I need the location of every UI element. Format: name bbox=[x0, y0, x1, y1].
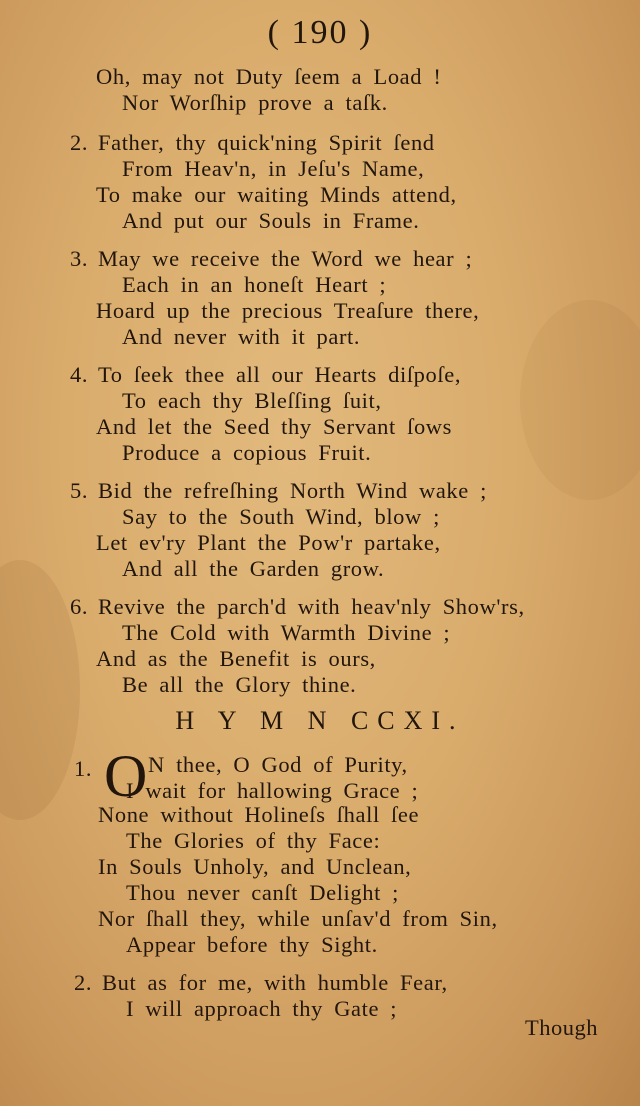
verse-text: Father, thy quick'ning Spirit ſend bbox=[98, 130, 435, 155]
verse-text: Thou never canſt Delight ; bbox=[126, 880, 400, 905]
verse-line bbox=[96, 414, 452, 440]
verse-text: Nor Worſhip prove a taſk. bbox=[122, 90, 388, 115]
verse-line bbox=[70, 362, 461, 388]
verse-number: 6. bbox=[70, 594, 89, 619]
verse-line bbox=[126, 880, 399, 906]
verse-line bbox=[148, 752, 408, 778]
verse-text: And as the Benefit is ours, bbox=[96, 646, 376, 671]
verse-number: 2. bbox=[70, 130, 89, 155]
verse-number: 2. bbox=[74, 970, 93, 995]
verse-text: Revive the parch'd with heav'nly Show'rs, bbox=[98, 594, 525, 619]
paper-stain bbox=[0, 560, 80, 820]
verse-line bbox=[96, 182, 457, 208]
verse-line bbox=[126, 996, 397, 1022]
verse-line bbox=[122, 156, 424, 182]
verse-line bbox=[70, 478, 487, 504]
verse-text: And put our Souls in Frame. bbox=[122, 208, 420, 233]
verse-line bbox=[74, 970, 448, 996]
verse-text: Produce a copious Fruit. bbox=[122, 440, 372, 465]
verse-line bbox=[122, 620, 450, 646]
verse-text: Let ev'ry Plant the Pow'r partake, bbox=[96, 530, 441, 555]
verse-text: Each in an honeſt Heart ; bbox=[122, 272, 387, 297]
verse-text: In Souls Unholy, and Unclean, bbox=[98, 854, 412, 879]
verse-number: 4. bbox=[70, 362, 89, 387]
verse-line bbox=[122, 90, 388, 116]
verse-number: 5. bbox=[70, 478, 89, 503]
verse-text: And never with it part. bbox=[122, 324, 361, 349]
verse-text: From Heav'n, in Jeſu's Name, bbox=[122, 156, 425, 181]
verse-text: I wait for hallowing Grace ; bbox=[126, 778, 419, 803]
paper-stain bbox=[520, 300, 640, 500]
verse-line bbox=[126, 778, 418, 804]
verse-line bbox=[122, 272, 386, 298]
verse-text: The Cold with Warmth Divine ; bbox=[122, 620, 451, 645]
verse-line bbox=[98, 854, 411, 880]
verse-text: To make our waiting Minds attend, bbox=[96, 182, 457, 207]
verse-text: None without Holineſs ſhall ſee bbox=[98, 802, 420, 827]
verse-text: N thee, O God of Purity, bbox=[148, 752, 408, 777]
verse-line bbox=[122, 556, 384, 582]
verse-line bbox=[122, 504, 440, 530]
verse-text: Say to the South Wind, blow ; bbox=[122, 504, 440, 529]
verse-line bbox=[122, 672, 356, 698]
verse-text: Be all the Glory thine. bbox=[122, 672, 357, 697]
verse-text: And let the Seed thy Servant ſows bbox=[96, 414, 452, 439]
verse-text: But as for me, with humble Fear, bbox=[102, 970, 448, 995]
verse-line bbox=[126, 828, 380, 854]
verse-line bbox=[122, 440, 371, 466]
verse-line bbox=[122, 324, 360, 350]
verse-text: Appear before thy Sight. bbox=[126, 932, 378, 957]
catchword: Though bbox=[525, 1015, 598, 1040]
verse-text: May we receive the Word we hear ; bbox=[98, 246, 473, 271]
verse-line bbox=[70, 594, 525, 620]
verse-number: 1. bbox=[74, 756, 93, 781]
verse-line bbox=[122, 208, 419, 234]
verse-line bbox=[96, 64, 441, 90]
hymn-title: H Y M N CCXI. bbox=[175, 706, 465, 735]
verse-text: And all the Garden grow. bbox=[122, 556, 385, 581]
verse-text: The Glories of thy Face: bbox=[126, 828, 381, 853]
verse-line bbox=[122, 388, 382, 414]
verse-line bbox=[96, 298, 479, 324]
verse-text: Oh, may not Duty ſeem a Load ! bbox=[96, 64, 442, 89]
verse-text: To each thy Bleſſing ſuit, bbox=[122, 388, 382, 413]
verse-line bbox=[96, 530, 441, 556]
verse-line bbox=[98, 802, 419, 828]
verse-line bbox=[96, 646, 376, 672]
drop-cap: O bbox=[104, 743, 148, 809]
verse-text: To ſeek thee all our Hearts diſpoſe, bbox=[98, 362, 462, 387]
verse-text: Bid the refreſhing North Wind wake ; bbox=[98, 478, 487, 503]
verse-number: 3. bbox=[70, 246, 89, 271]
verse-text: I will approach thy Gate ; bbox=[126, 996, 398, 1021]
verse-line bbox=[70, 130, 435, 156]
verse-text: Hoard up the precious Treaſure there, bbox=[96, 298, 480, 323]
page-header: ( 190 ) bbox=[267, 14, 373, 51]
verse-line bbox=[98, 906, 498, 932]
verse-text: Nor ſhall they, while unſav'd from Sin, bbox=[98, 906, 498, 931]
verse-line bbox=[126, 932, 378, 958]
verse-line bbox=[70, 246, 472, 272]
